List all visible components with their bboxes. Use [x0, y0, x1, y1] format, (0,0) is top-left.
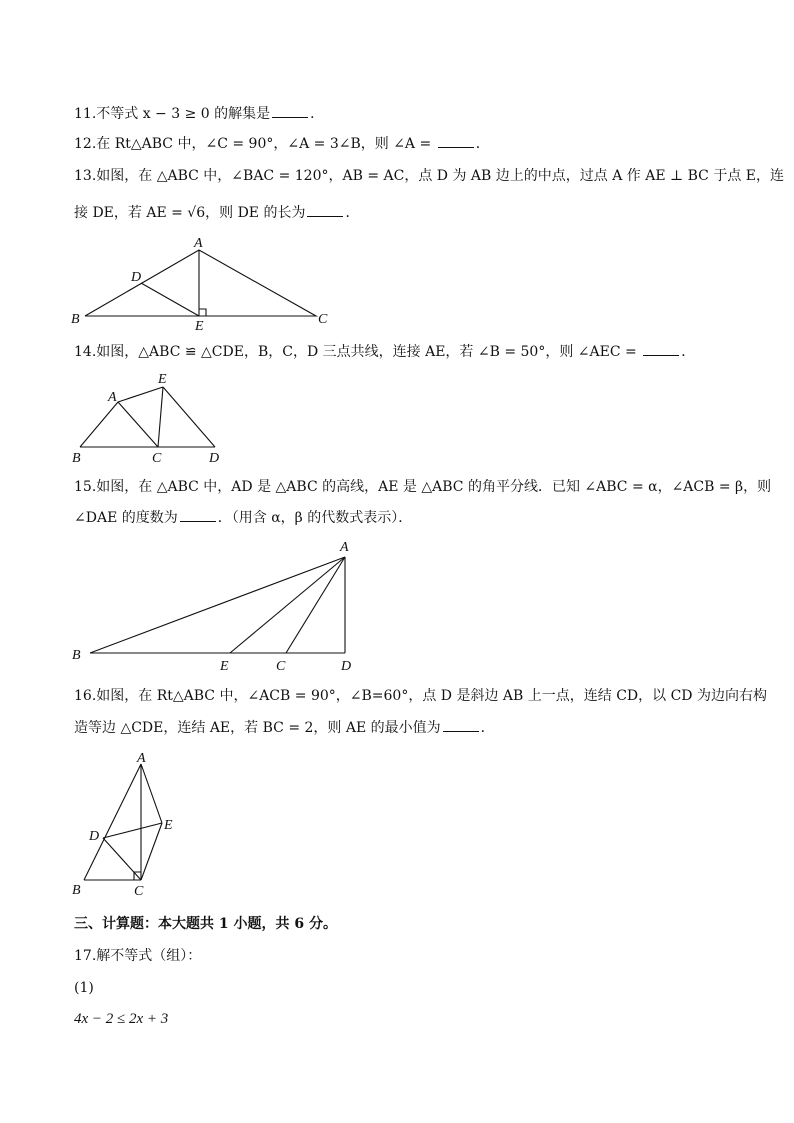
question-12: 12.在 Rt△ABC 中，∠C = 90°，∠A = 3∠B，则 ∠A = ．: [74, 136, 490, 152]
fig14-label-c: C: [152, 451, 162, 466]
fig14-label-d: D: [209, 451, 220, 466]
fig15-label-b: B: [72, 648, 81, 663]
fig13-label-e: E: [195, 319, 204, 334]
question-11-text: 11.不等式 x − 3 ≥ 0 的解集是: [74, 106, 271, 122]
fig16-segment-de: [103, 823, 162, 838]
question-11: 11.不等式 x − 3 ≥ 0 的解集是 ．: [74, 106, 325, 122]
fig16-segment-dc: [103, 838, 141, 880]
question-17-text: 17.解不等式（组）：: [74, 948, 202, 964]
question-12-text: 12.在 Rt△ABC 中，∠C = 90°，∠A = 3∠B，则 ∠A =: [74, 136, 432, 152]
fig16-label-e: E: [164, 818, 173, 833]
inequality-expression: 4x − 2 ≤ 2x + 3: [74, 1011, 169, 1027]
fig14-label-a: A: [108, 390, 117, 405]
fig16-segment-ae: [141, 764, 162, 823]
fig16-segment-ec: [141, 823, 162, 880]
fig15-label-c: C: [276, 659, 286, 674]
question-16-text: 16.如图，在 Rt△ABC 中，∠ACB = 90°，∠B=60°，点 D 是斜边 AB 上一点，连结 CD，以 CD 为边向右构: [74, 688, 767, 704]
question-14-text: 14.如图，△ABC ≌ △CDE，B，C，D 三点共线，连接 AE，若 ∠B = 50°，则 ∠AEC =: [74, 344, 637, 360]
question-15-line-2: ∠DAE 的度数为 ．（用含 α，β 的代数式表示）．: [74, 510, 413, 526]
section-3-title: 三、计算题：本大题共 1 小题，共 6 分。: [74, 916, 337, 932]
fig16-label-b: B: [72, 883, 81, 898]
question-15-text-2: ∠DAE 的度数为: [74, 510, 178, 526]
fig15-label-a: A: [340, 540, 349, 555]
question-17-expression: [74, 1009, 724, 1029]
fig16-hypotenuse-ab: [84, 764, 141, 880]
question-16-text-2: 造等边 △CDE，连结 AE，若 BC = 2，则 AE 的最小值为: [74, 720, 441, 736]
fig15-label-e: E: [220, 659, 229, 674]
fig13-label-a: A: [194, 236, 203, 251]
fig13-label-d: D: [131, 270, 142, 285]
question-17-part-label: (1): [74, 980, 94, 996]
fig16-label-d: D: [89, 829, 100, 844]
fig13-label-c: C: [318, 312, 328, 327]
fig14-label-b: B: [72, 451, 81, 466]
fig16-label-a: A: [137, 751, 146, 766]
fig13-label-b: B: [71, 312, 80, 327]
question-17-part-1: [74, 978, 724, 998]
question-16-line-2: 造等边 △CDE，连结 AE，若 BC = 2，则 AE 的最小值为 ．: [74, 720, 495, 736]
section-3-heading: [74, 914, 724, 934]
question-13-text: 13.如图，在 △ABC 中，∠BAC = 120°，AB = AC，点 D 为 AB 边上的中点，过点 A 作 AE ⊥ BC 于点 E，连: [74, 168, 785, 184]
question-15-text: 15.如图，在 △ABC 中，AD 是 △ABC 的高线，AE 是 △ABC 的角平分线．已知 ∠ABC = α，∠ACB = β，则: [74, 479, 772, 495]
question-17: [74, 946, 724, 966]
question-14: 14.如图，△ABC ≌ △CDE，B，C，D 三点共线，连接 AE，若 ∠B = 50°，则 ∠AEC = ．: [74, 344, 696, 360]
fig15-label-d: D: [341, 659, 352, 674]
fig14-label-e: E: [158, 372, 167, 387]
fig16-label-c: C: [134, 884, 144, 899]
question-13-text-2: 接 DE，若 AE = √6，则 DE 的长为: [74, 205, 306, 221]
question-13-line-2: 接 DE，若 AE = √6，则 DE 的长为 ．: [74, 205, 360, 221]
